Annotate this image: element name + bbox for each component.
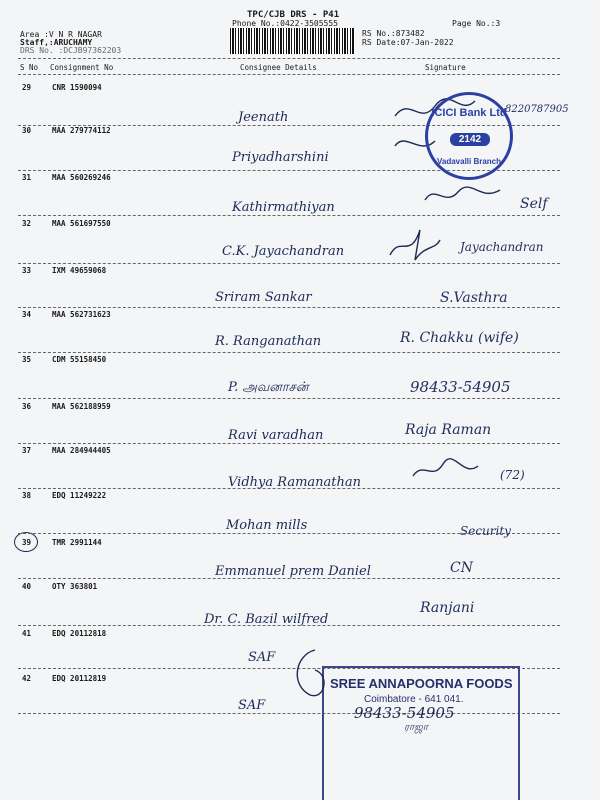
- row-consignment: EDQ 20112819: [52, 674, 107, 683]
- table-row: [0, 582, 600, 592]
- signature-text: R. Chakku (wife): [400, 330, 519, 346]
- area-label: Area :V N R NAGAR: [20, 30, 102, 39]
- row-sno: 37: [22, 446, 32, 455]
- seal-branch-code: 2142: [450, 133, 490, 146]
- company-stamp: [322, 666, 520, 800]
- consignee-name: SAF: [238, 698, 266, 713]
- row-sno: 34: [22, 310, 32, 319]
- signature-text: S.Vasthra: [440, 290, 508, 306]
- row-sno: 42: [22, 674, 32, 683]
- row-consignment: MAA 279774112: [52, 126, 111, 135]
- row-consignment: EDQ 11249222: [52, 491, 107, 500]
- row-39-circle-mark: [14, 532, 38, 552]
- consignee-name: Ravi varadhan: [228, 428, 324, 443]
- consignee-name: SAF: [248, 650, 276, 665]
- bank-seal-stamp: [425, 92, 513, 180]
- divider: [18, 398, 560, 399]
- table-row: [0, 355, 600, 365]
- row-consignment: MAA 284944405: [52, 446, 111, 455]
- column-header-consignee: Consignee Details: [240, 63, 317, 72]
- table-row: [0, 266, 600, 276]
- signature-text: Raja Raman: [405, 422, 492, 438]
- table-row: [0, 83, 600, 93]
- consignee-name: P. அவனாசன்: [228, 380, 309, 395]
- row-consignment: IXM 49659068: [52, 266, 107, 275]
- consignee-name: Kathirmathiyan: [232, 200, 335, 215]
- barcode-image: [230, 28, 355, 54]
- stamp-phone: 98433-54905: [354, 704, 455, 722]
- divider: [18, 263, 560, 264]
- row-sno: 33: [22, 266, 32, 275]
- table-row: [0, 491, 600, 501]
- divider: [18, 74, 560, 75]
- column-header-sno: S No: [20, 63, 39, 72]
- column-header-signature: Signature: [425, 63, 466, 72]
- row-consignment: MAA 561697550: [52, 219, 111, 228]
- row-sno: 39: [22, 538, 32, 547]
- signature-scribble: [420, 182, 520, 212]
- row-sno: 36: [22, 402, 32, 411]
- signature-text: Ranjani: [420, 600, 475, 616]
- row-sno: 38: [22, 491, 32, 500]
- rs-date: RS Date:07-Jan-2022: [362, 38, 454, 47]
- seal-bank-name: ICICI Bank Ltd: [431, 107, 507, 119]
- consignee-name: Jeenath: [238, 110, 289, 125]
- signature-text: CN: [450, 560, 473, 576]
- signature-text: Self: [520, 196, 548, 212]
- signature-text: 98433-54905: [410, 378, 511, 396]
- divider: [18, 215, 560, 216]
- signature-text: (72): [500, 468, 525, 482]
- divider: [18, 58, 560, 59]
- signature-scribble: [385, 225, 445, 265]
- column-header-consignment: Consignment No: [50, 63, 114, 72]
- row-sno: 30: [22, 126, 32, 135]
- signature-text: Jayachandran: [460, 240, 544, 254]
- table-row: [0, 538, 600, 548]
- drs-number: DRS No. :DCJB97362203: [20, 46, 122, 55]
- table-row: [0, 402, 600, 412]
- page-number: Page No.:3: [452, 19, 501, 28]
- divider: [18, 352, 560, 353]
- row-consignment: CDM 55158450: [52, 355, 107, 364]
- consignee-name: Vidhya Ramanathan: [228, 475, 361, 490]
- consignee-name: Priyadharshini: [232, 150, 329, 165]
- consignee-name: C.K. Jayachandran: [222, 244, 345, 259]
- row-sno: 29: [22, 83, 32, 92]
- signature-text: Security: [460, 524, 511, 538]
- table-row: [0, 446, 600, 456]
- phone-number: Phone No.:0422-3505555: [232, 19, 338, 28]
- divider: [18, 307, 560, 308]
- consignee-name: Mohan mills: [226, 518, 308, 533]
- consignee-name: Emmanuel prem Daniel: [215, 564, 371, 579]
- consignee-name: Dr. C. Bazil wilfred: [204, 612, 329, 627]
- consignee-name: R. Ranganathan: [215, 334, 322, 349]
- stamp-handwritten-note: ராஜா: [404, 722, 428, 733]
- row-consignment: MAA 560269246: [52, 173, 111, 182]
- consignee-name: Sriram Sankar: [215, 290, 312, 305]
- row-consignment: MAA 562731623: [52, 310, 111, 319]
- row-consignment: EDQ 20112818: [52, 629, 107, 638]
- staff-label: Staff,:ARUCHAMY: [20, 38, 93, 47]
- row-sno: 32: [22, 219, 32, 228]
- row-consignment: CNR 1590094: [52, 83, 102, 92]
- row-consignment: OTY 363801: [52, 582, 98, 591]
- row-sno: 41: [22, 629, 32, 638]
- document-title: TPC/CJB DRS - P41: [247, 10, 340, 20]
- rs-number: RS No.:873482: [362, 29, 425, 38]
- row-sno: 31: [22, 173, 32, 182]
- seal-branch-name: Vadavalli Branch: [436, 157, 502, 166]
- table-row: [0, 310, 600, 320]
- divider: [18, 443, 560, 444]
- signature-scribble: [285, 645, 335, 715]
- row-consignment: MAA 562188959: [52, 402, 111, 411]
- stamp-company-name: SREE ANNAPOORNA FOODS: [330, 676, 513, 691]
- row-sno: 35: [22, 355, 32, 364]
- table-row: [0, 629, 600, 639]
- table-row: [0, 219, 600, 229]
- stamp-city: Coimbatore - 641 041.: [364, 694, 464, 705]
- signature-scribble: [408, 456, 498, 486]
- row-consignment: TMR 2991144: [52, 538, 102, 547]
- row-sno: 40: [22, 582, 32, 591]
- signature-text: 8220787905: [505, 104, 569, 115]
